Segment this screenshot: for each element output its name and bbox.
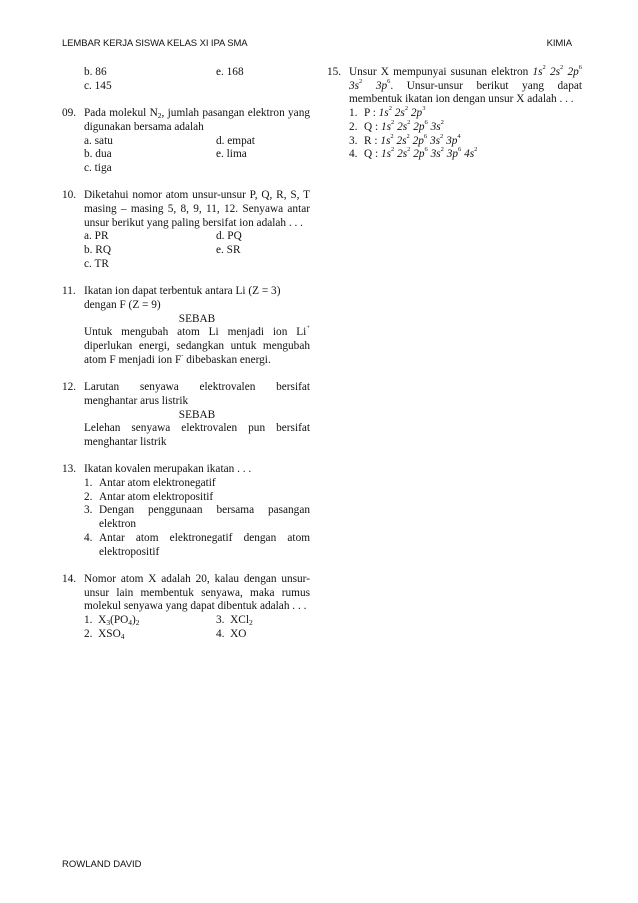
orbital: 3s: [349, 79, 360, 92]
option: 3. XCl$_2$: [216, 614, 253, 628]
electron-count: 2: [406, 132, 410, 140]
orbital: 3s: [429, 134, 440, 147]
option: 4. XO: [216, 627, 247, 640]
option: b. 86: [84, 66, 107, 78]
header-title: LEMBAR KERJA SISWA KELAS XI IPA SMA: [62, 38, 248, 49]
question-15: [327, 66, 582, 162]
list-item: 1. Antar atom elektronegatif: [84, 477, 216, 490]
question-reason: Lelehan senyawa elektrovalen pun bersifat menghantar listrik: [84, 422, 310, 448]
electron-count: 2: [388, 105, 392, 113]
orbital: 2s: [396, 134, 407, 147]
orbital: 3s: [430, 148, 441, 161]
question-text: Nomor atom X adalah 20, kalau dengan unsur-unsur lain membentuk senyawa, maka rumus molekul senyawa yang dapat dibentuk adalah . . .: [84, 572, 310, 613]
question-13: [62, 463, 310, 559]
option: c. tiga: [84, 161, 112, 174]
footer-author: ROWLAND DAVID: [62, 859, 142, 870]
electron-count: 6: [578, 64, 583, 71]
electron-count: 2: [474, 146, 478, 154]
orbital: 2p: [410, 107, 423, 120]
electron-count: 6: [424, 118, 428, 126]
electron-count: 2: [390, 132, 394, 140]
list-item: 3. R : $1s^2$ $2s^2$ $2p^6$ $3s^2$ $3p^4$: [349, 132, 461, 147]
option: c. 145: [84, 79, 112, 92]
option: b. RQ: [84, 244, 111, 257]
option: a. satu: [84, 134, 113, 147]
question-number: 12.: [62, 381, 77, 394]
list-item: 1. P : $1s^2$ $2s^2$ $2p^3$: [349, 105, 426, 120]
electron-count: 2: [391, 118, 395, 126]
question-number: 13.: [62, 463, 77, 476]
question-08-continued: [62, 66, 310, 93]
question-14: [62, 573, 310, 642]
orbital: 2s: [394, 107, 405, 120]
list-item: 2. Antar atom elektropositif: [84, 490, 214, 503]
question-statement: Ikatan ion dapat terbentuk antara Li (Z = 3) dengan F (Z = 9): [84, 285, 281, 311]
list-item: 2. Q : $1s^2$ $2s^2$ $2p^6$ $3s^2$: [349, 118, 444, 133]
electron-count: 2: [440, 146, 444, 154]
option: c. TR: [84, 257, 109, 270]
orbital: 2p: [413, 148, 425, 161]
electron-count: 2: [404, 105, 409, 113]
question-10: [62, 189, 310, 271]
question-text: Unsur X mempunyai susunan elektron $1s^2$ $2s^2$ $2p^6$ $3s^2$ $3p^6$. Unsur-unsur berikut yang dapat membentuk ikatan ion dengan unsur X adalah . . .: [349, 64, 583, 106]
list-item: 4. Antar atom elektronegatif dengan atom elektropositif: [84, 531, 310, 558]
left-column: [62, 66, 310, 655]
electron-count: 6: [423, 132, 428, 140]
orbital: 1s: [380, 120, 391, 133]
question-number: 11.: [62, 285, 76, 298]
question-number: 15.: [327, 66, 342, 78]
electron-count: 6: [424, 146, 428, 154]
question-number: 14.: [62, 572, 77, 585]
orbital: 1s: [380, 148, 391, 161]
header-subject: KIMIA: [546, 38, 572, 49]
electron-count: 6: [387, 77, 391, 85]
option: d. PQ: [216, 230, 242, 243]
orbital: 2s: [549, 66, 561, 78]
question-number: 10.: [62, 189, 77, 202]
option: 2. $XSO_4$: [84, 627, 125, 641]
orbital: 1s: [532, 66, 543, 78]
option: e. SR: [216, 244, 241, 257]
option: b. dua: [84, 148, 112, 161]
orbital: 2s: [397, 148, 408, 161]
option: 1. $X_3(PO_4)_2$: [84, 614, 140, 628]
electron-count: 2: [542, 64, 546, 71]
electron-count: 6: [458, 146, 462, 154]
list-item: 3. Dengan penggunaan bersama pasangan elektron: [84, 504, 310, 531]
orbital: 3p: [446, 134, 458, 147]
orbital: 1s: [378, 107, 389, 120]
option: a. PR: [84, 230, 109, 243]
orbital: 4s: [464, 148, 475, 161]
orbital: 1s: [380, 134, 391, 147]
right-column: [327, 66, 582, 176]
electron-count: 2: [440, 118, 444, 126]
option: d. empat: [216, 134, 255, 147]
electron-count: 2: [359, 77, 363, 85]
question-text: Pada molekul $N_2$, jumlah pasangan elektron yang digunakan bersama adalah: [84, 107, 310, 133]
sebab-label: SEBAB: [178, 312, 216, 325]
question-09: [62, 107, 310, 176]
option: e. 168: [216, 66, 244, 78]
option: e. lima: [216, 148, 247, 161]
orbital: 3p: [375, 79, 388, 92]
orbital: 3s: [430, 120, 441, 133]
electron-count: 3: [422, 105, 426, 113]
orbital: 2s: [397, 120, 408, 133]
orbital: 3p: [446, 148, 458, 161]
electron-count: 2: [407, 146, 411, 154]
electron-count: 2: [391, 146, 395, 154]
question-text: Ikatan kovalen merupakan ikatan . . .: [84, 463, 252, 476]
orbital: 2p: [413, 120, 425, 133]
question-12: [62, 381, 310, 450]
electron-count: 4: [457, 132, 461, 140]
question-statement: Larutan senyawa elektrovalen bersifat menghantar arus listrik: [84, 381, 310, 407]
list-item: 4. Q : $1s^2$ $2s^2$ $2p^6$ $3s^2$ $3p^6$ $4s^2$: [349, 146, 478, 161]
question-number: 09.: [62, 107, 77, 120]
electron-count: 2: [440, 132, 444, 140]
electron-count: 2: [560, 64, 564, 71]
question-11: [62, 285, 310, 367]
sebab-label: SEBAB: [178, 408, 216, 421]
question-reason: Untuk mengubah atom Li menjadi ion Li+ diperlukan energi, sedangkan untuk mengubah atom F menjadi ion F- dibebaskan energi.: [84, 324, 310, 366]
orbital: 2p: [567, 66, 579, 78]
electron-count: 2: [407, 118, 411, 126]
orbital: 2p: [412, 134, 424, 147]
question-text: Diketahui nomor atom unsur-unsur P, Q, R, S, T masing – masing 5, 8, 9, 11, 12. Senyawa antar unsur berikut yang paling bersifat ion adalah . . .: [84, 189, 310, 229]
